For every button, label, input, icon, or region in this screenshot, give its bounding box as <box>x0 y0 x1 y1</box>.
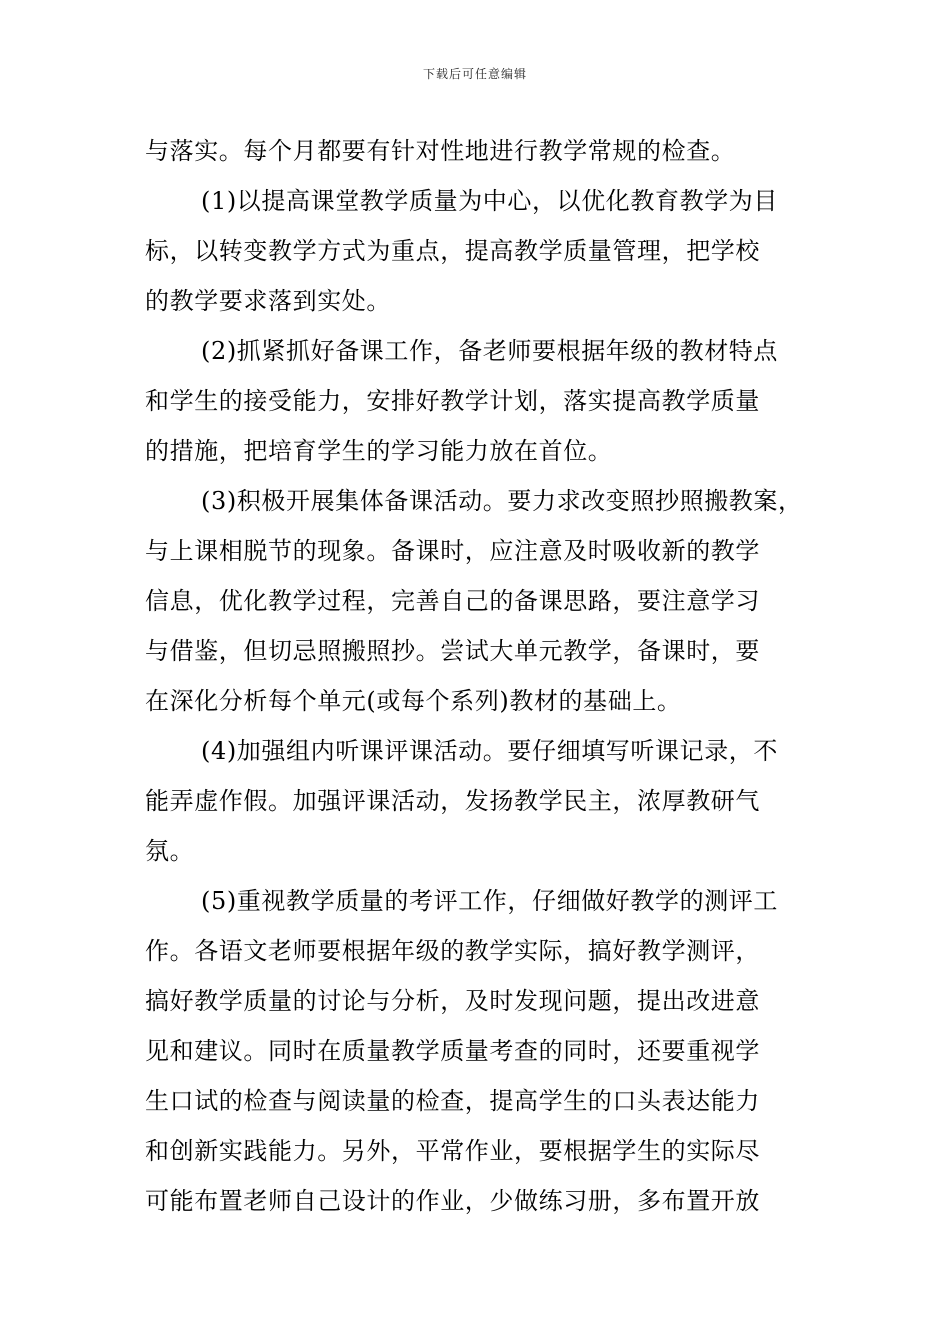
text-line: 标，以转变教学方式为重点，提高教学质量管理，把学校 <box>145 237 760 265</box>
text-line: 和学生的接受能力，安排好教学计划，落实提高教学质量 <box>145 387 760 415</box>
text-line: 氛。 <box>145 837 195 865</box>
paragraph-5-start: (5)重视教学质量的考评工作，仔细做好教学的测评工 <box>201 887 778 915</box>
document-body <box>145 126 825 1226</box>
paragraph-2-start: (2)抓紧抓好备课工作，备老师要根据年级的教材特点 <box>201 337 778 365</box>
text-line: 见和建议。同时在质量教学质量考查的同时，还要重视学 <box>145 1037 760 1065</box>
paragraph-4-start: (4)加强组内听课评课活动。要仔细填写听课记录，不 <box>201 737 778 765</box>
text-line: 能弄虚作假。加强评课活动，发扬教学民主，浓厚教研气 <box>145 787 760 815</box>
page-header: 下载后可任意编辑 <box>422 67 527 81</box>
paragraph-3-start: (3)积极开展集体备课活动。要力求改变照抄照搬教案， <box>201 487 803 515</box>
text-line: 与落实。每个月都要有针对性地进行教学常规的检查。 <box>145 137 736 165</box>
text-line: 作。各语文老师要根据年级的教学实际，搞好教学测评， <box>145 937 760 965</box>
text-line: 与借鉴，但切忌照搬照抄。尝试大单元教学，备课时，要 <box>145 637 760 665</box>
text-line: 和创新实践能力。另外，平常作业，要根据学生的实际尽 <box>145 1137 760 1165</box>
text-line: 的措施，把培育学生的学习能力放在首位。 <box>145 437 613 465</box>
text-line: 信息，优化教学过程，完善自己的备课思路，要注意学习 <box>145 587 760 615</box>
text-line: 生口试的检查与阅读量的检查，提高学生的口头表达能力 <box>145 1087 760 1115</box>
text-line: 搞好教学质量的讨论与分析，及时发现问题，提出改进意 <box>145 987 760 1015</box>
text-line: 与上课相脱节的现象。备课时，应注意及时吸收新的教学 <box>145 537 760 565</box>
text-line: 的教学要求落到实处。 <box>145 287 391 315</box>
text-line: 可能布置老师自己设计的作业，少做练习册，多布置开放 <box>145 1187 760 1215</box>
paragraph-1-start: (1)以提高课堂教学质量为中心，以优化教育教学为目 <box>201 187 778 215</box>
text-line: 在深化分析每个单元(或每个系列)教材的基础上。 <box>145 687 682 715</box>
